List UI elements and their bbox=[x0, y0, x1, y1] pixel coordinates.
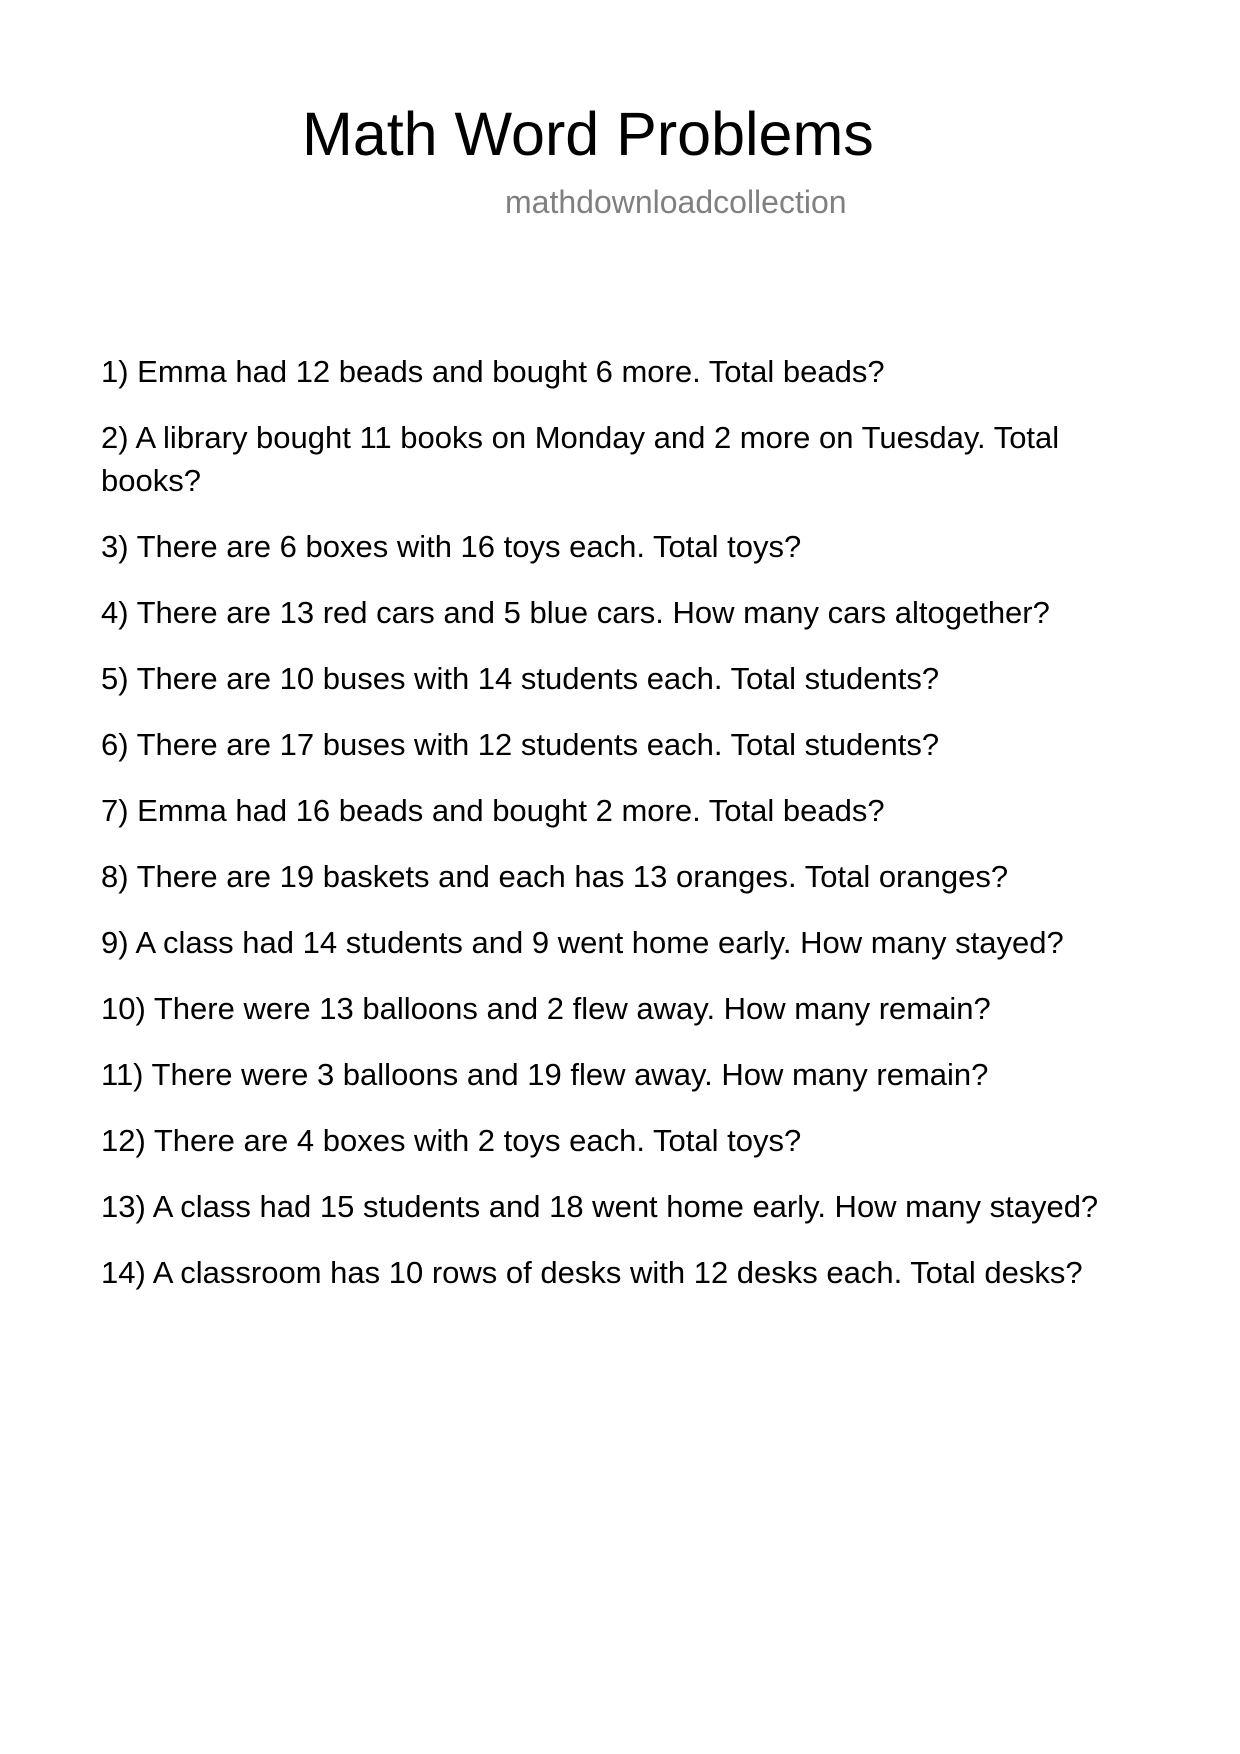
problem-item: 10) There were 13 balloons and 2 flew away. How many remain? bbox=[101, 991, 991, 1026]
problem-item: 5) There are 10 buses with 14 students each. Total students? bbox=[101, 661, 940, 696]
problem-item: 11) There were 3 balloons and 19 flew away. How many remain? bbox=[101, 1057, 989, 1092]
problem-item: 1) Emma had 12 beads and bought 6 more. Total beads? bbox=[101, 354, 885, 389]
problem-item: 8) There are 19 baskets and each has 13 oranges. Total oranges? bbox=[101, 859, 1009, 894]
problem-item: 9) A class had 14 students and 9 went home early. How many stayed? bbox=[101, 925, 1064, 960]
page-subtitle: mathdownloadcollection bbox=[505, 184, 847, 220]
problem-item: 2) A library bought 11 books on Monday and 2 more on Tuesday. Total books? bbox=[101, 420, 1060, 498]
problem-item: 4) There are 13 red cars and 5 blue cars. How many cars altogether? bbox=[101, 595, 1050, 630]
problem-item: 6) There are 17 buses with 12 students each. Total students? bbox=[101, 727, 940, 762]
problem-list bbox=[101, 350, 1146, 1317]
problem-item: 13) A class had 15 students and 18 went home early. How many stayed? bbox=[101, 1189, 1099, 1224]
page-title: Math Word Problems bbox=[302, 100, 874, 168]
problem-item: 12) There are 4 boxes with 2 toys each. Total toys? bbox=[101, 1123, 802, 1158]
problem-item: 14) A classroom has 10 rows of desks with 12 desks each. Total desks? bbox=[101, 1255, 1083, 1290]
problem-item: 7) Emma had 16 beads and bought 2 more. Total beads? bbox=[101, 793, 885, 828]
problem-item: 3) There are 6 boxes with 16 toys each. Total toys? bbox=[101, 529, 802, 564]
